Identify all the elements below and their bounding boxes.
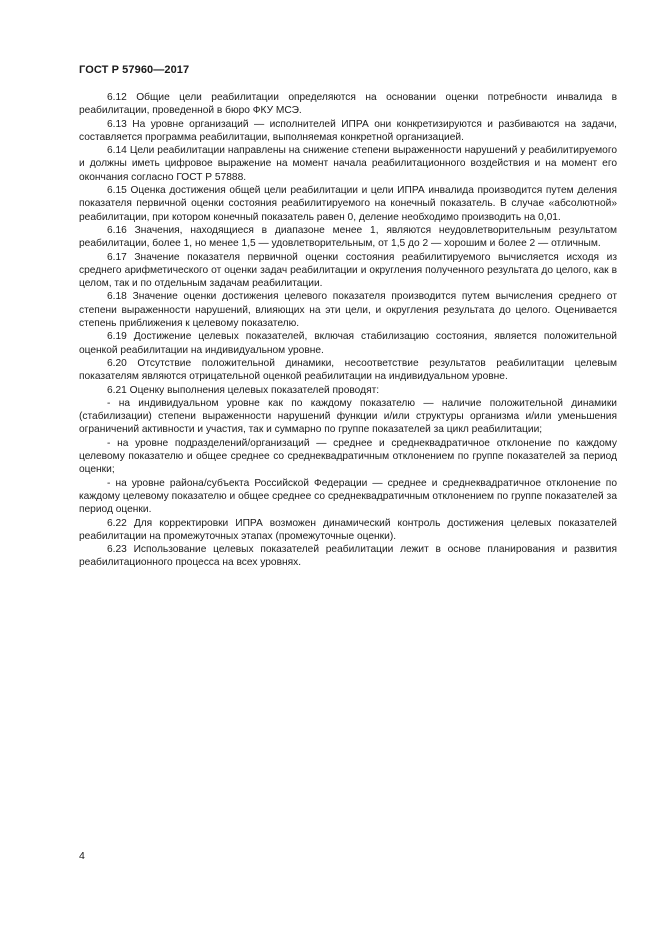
- document-body: [79, 91, 617, 570]
- document-header: ГОСТ Р 57960—2017: [79, 64, 190, 76]
- page-number: 4: [79, 850, 85, 862]
- paragraph-6-19: 6.19 Достижение целевых показателей, включая стабилизацию состояния, является положительной оценкой реабилитации на индивидуальном уровне.: [79, 331, 617, 356]
- paragraph-6-23: 6.23 Использование целевых показателей реабилитации лежит в основе планирования и развития реабилитационного процесса на всех уровнях.: [79, 544, 617, 569]
- paragraph-6-14: 6.14 Цели реабилитации направлены на снижение степени выраженности нарушений у реабилитируемого и должны иметь цифровое выражение на момент начала реабилитационного воздействия и на момент его окончания согласно ГОСТ Р 57888.: [79, 145, 617, 183]
- paragraph-6-18: 6.18 Значение оценки достижения целевого показателя производится путем вычисления среднего от степени выраженности нарушений, влияющих на эти цели, и округления результата до целого. Оценивается степень приближения к целевому показателю.: [79, 291, 617, 330]
- paragraph-6-20: 6.20 Отсутствие положительной динамики, несоответствие результатов реабилитации целевым показателям являются отрицательной оценкой реабилитации на индивидуальном уровне.: [79, 357, 617, 383]
- paragraph-6-16: 6.16 Значения, находящиеся в диапазоне менее 1, являются неудовлетворительным результатом реабилитации, более 1, но менее 1,5 — удовлетворительным, от 1,5 до 2 — хорошим и более 2 — отличным.: [79, 224, 617, 250]
- paragraph-6-15: 6.15 Оценка достижения общей цели реабилитации и цели ИПРА инвалида производится путем деления показателя первичной оценки состояния реабилитируемого на конечный показатель. В случае «абсолютной» реабилитации, при котором конечный показатель равен 0, деление необходимо производить на 0,01.: [79, 185, 617, 223]
- paragraph-6-22: 6.22 Для корректировки ИПРА возможен динамический контроль достижения целевых показателей реабилитации на промежуточных этапах (промежуточные оценки).: [79, 517, 617, 542]
- paragraph-6-17: 6.17 Значение показателя первичной оценки состояния реабилитируемого вычисляется исходя из среднего арифметического от оценки задач реабилитации и округления полученного результата до целого, как в целом, так и по отдельным задачам реабилитации.: [79, 251, 617, 290]
- paragraph-6-21: 6.21 Оценку выполнения целевых показателей проводят:: [107, 384, 380, 396]
- list-item-organization-level: - на уровне подразделений/организаций — среднее и среднеквадратичное отклонение по каждому целевому показателю и общее среднее со среднеквадратичным отклонением по группе показателей за период оценки;: [79, 437, 617, 476]
- paragraph-6-13: 6.13 На уровне организаций — исполнителей ИПРА они конкретизируются и разбиваются на задачи, составляется программа реабилитации, выполняемая конкретной организацией.: [79, 118, 617, 143]
- list-item-region-level: - на уровне района/субъекта Российской Федерации — среднее и среднеквадратичное отклонение по каждому целевому показателю и общее среднее со среднеквадратичным отклонением по группе показателей за период оценки.: [79, 477, 617, 516]
- list-item-individual-level: - на индивидуальном уровне как по каждому показателю — наличие положительной динамики (стабилизации) степени выраженности нарушений функции и/или структуры организма и/или уменьшения ограничений активности и участия, так и суммарно по группе показателей за цикл реабилитации;: [79, 397, 617, 436]
- paragraph-6-12: 6.12 Общие цели реабилитации определяются на основании оценки потребности инвалида в реабилитации, проведенной в бюро ФКУ МСЭ.: [79, 92, 617, 117]
